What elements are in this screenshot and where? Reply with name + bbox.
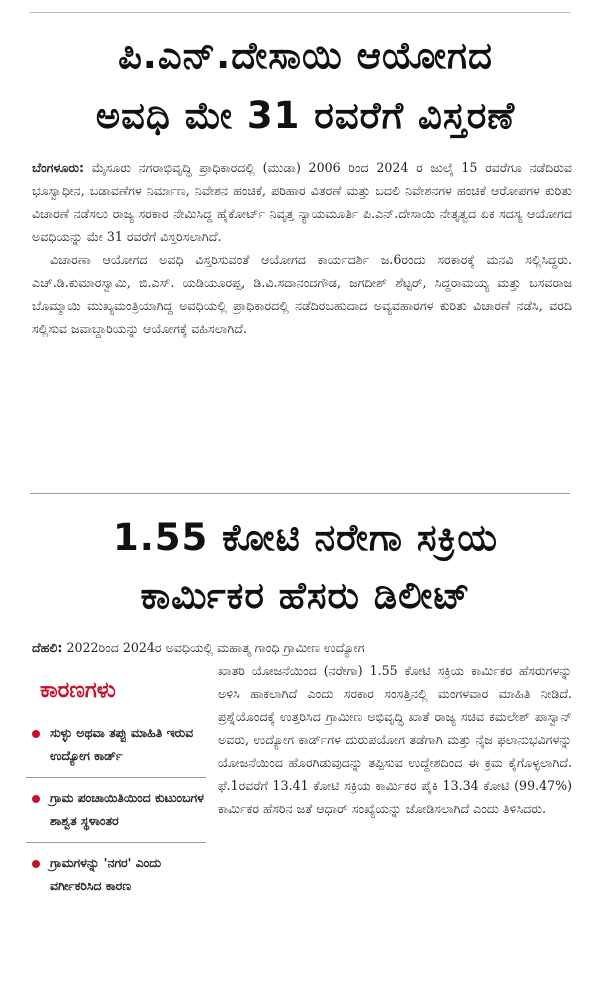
bullet-icon [32, 795, 40, 803]
sidebar-item-text: ಗ್ರಾಮಗಳನ್ನು 'ನಗರ' ಎಂದು ವರ್ಗೀಕರಿಸಿದ ಕಾರಣ [50, 855, 162, 893]
story-divider [30, 493, 570, 494]
story1-headline-line1: ಪಿ.ಎನ್.ದೇಸಾಯಿ ಆಯೋಗದ [118, 34, 493, 77]
sidebar-item [26, 713, 206, 778]
top-rule [30, 12, 570, 13]
story2-lead-text: 2022ರಿಂದ 2024ರ ಅವಧಿಯಲ್ಲಿ ಮಹಾತ್ಮ ಗಾಂಧಿ ಗ್ರಾಮೀಣ ಉದ್ಯೋಗ [62, 640, 365, 655]
story1-paragraph2: ವಿಚಾರಣಾ ಆಯೋಗದ ಅವಧಿ ವಿಸ್ತರಿಸುವಂತೆ ಆಯೋಗದ ಕಾರ್ಯದರ್ಶಿ ಜ.6ರಂದು ಸರಕಾರಕ್ಕೆ ಮನವಿ ಸಲ್ಲಿಸಿದ್ದರು. ಎಚ್.ಡಿ.ಕುಮಾರಸ್ವಾಮಿ, ಬಿ.ಎಸ್. ಯಡಿಯೂರಪ್ಪ, ಡಿ.ವಿ.ಸದಾನಂದಗೌಡ, ಜಗದೀಶ್ ಶೆಟ್ಟರ್, ಸಿದ್ದರಾಮಯ್ಯ ಮತ್ತು ಬಸವರಾಜ ಬೊಮ್ಮಾಯಿ ಮುಖ್ಯಮಂತ್ರಿಯಾಗಿದ್ದ ಅವಧಿಯಲ್ಲಿ ಪ್ರಾಧಿಕಾರದಲ್ಲಿ ನಡೆದಿರಬಹುದಾದ ಅವ್ಯವಹಾರಗಳ ಕುರಿತು ವಿಚಾರಣೆ ನಡೆಸಿ, ವರದಿ ಸಲ್ಲಿಸುವ ಜವಾಬ್ದಾರಿಯನ್ನು ಆಯೋಗಕ್ಕೆ ವಹಿಸಲಾಗಿದೆ. [32, 252, 572, 336]
story2-headline-line1: 1.55 ಕೋಟಿ ನರೇಗಾ ಸಕ್ರಿಯ [113, 516, 498, 559]
story1-headline-line2: ಅವಧಿ ಮೇ 31 ರವರೆಗೆ ವಿಸ್ತರಣೆ [95, 94, 516, 137]
story1-paragraph1-text: ಮೈಸೂರು ನಗರಾಭಿವೃದ್ಧಿ ಪ್ರಾಧಿಕಾರದಲ್ಲಿ (ಮುಡಾ) 2006 ರಿಂದ 2024 ರ ಜುಲೈ 15 ರವರೆಗೂ ನಡೆದಿರುವ ಭೂಸ್ವಾಧೀನ, ಬಡಾವಣೆಗಳ ನಿರ್ಮಾಣ, ನಿವೇಶನ ಹಂಚಿಕೆ, ಪರಿಹಾರ ವಿತರಣೆ ಮತ್ತು ಬದಲಿ ನಿವೇಶನಗಳ ಹಂಚಿಕೆ ಆರೋಪಗಳ ಕುರಿತು ವಿಚಾರಣೆ ನಡೆಸಲು ರಾಜ್ಯ ಸರಕಾರ ನೇಮಿಸಿದ್ದ ಹೈಕೋರ್ಟ್ ನಿವೃತ್ತ ನ್ಯಾಯಮೂರ್ತಿ ಪಿ.ಎನ್.ದೇಸಾಯಿ ನೇತೃತ್ವದ ಏಕ ಸದಸ್ಯ ಆಯೋಗದ ಅವಧಿಯನ್ನು ಮೇ 31 ರವರೆಗೆ ವಿಸ್ತರಿಸಲಾಗಿದೆ. [32, 160, 572, 244]
story2-lead [32, 636, 572, 659]
story1-dateline: ಬೆಂಗಳೂರು: [32, 160, 85, 175]
sidebar-title: ಕಾರಣಗಳು [40, 678, 116, 703]
story2-dateline: ದೆಹಲಿ: [32, 640, 63, 655]
story2-body [218, 659, 572, 820]
story1-paragraph1 [32, 156, 572, 248]
bullet-icon [32, 730, 40, 738]
reasons-sidebar [26, 678, 206, 907]
sidebar-item [26, 778, 206, 843]
sidebar-item [26, 843, 206, 907]
story1-body [32, 156, 572, 340]
sidebar-item-text: ಗ್ರಾಮ ಪಂಚಾಯಿತಿಯಿಂದ ಕುಟುಂಬಗಳ ಶಾಶ್ವತ ಸ್ಥಳಾಂತರ [50, 790, 204, 828]
sidebar-item-text: ಸುಳ್ಳು ಅಥವಾ ತಪ್ಪು ಮಾಹಿತಿ ಇರುವ ಉದ್ಯೋಗ ಕಾರ್ಡ್ [50, 725, 194, 763]
bullet-icon [32, 860, 40, 868]
story2-headline-line2: ಕಾರ್ಮಿಕರ ಹೆಸರು ಡಿಲೀಟ್ [140, 574, 471, 617]
story2-column-text: ಖಾತರಿ ಯೋಜನೆಯಿಂದ (ನರೇಗಾ) 1.55 ಕೋಟಿ ಸಕ್ರಿಯ ಕಾರ್ಮಿಕರ ಹೆಸರುಗಳನ್ನು ಅಳಿಸಿ ಹಾಕಲಾಗಿದೆ ಎಂದು ಸರಕಾರ ಸಂಸತ್ತಿನಲ್ಲಿ ಮಂಗಳವಾರ ಮಾಹಿತಿ ನೀಡಿದೆ. ಪ್ರಶ್ನೆಯೊಂದಕ್ಕೆ ಉತ್ತರಿಸಿದ ಗ್ರಾಮೀಣ ಅಭಿವೃದ್ಧಿ ಖಾತೆ ರಾಜ್ಯ ಸಚಿವ ಕಮಲೇಶ್ ಪಾಸ್ವಾನ್ ಅವರು, ಉದ್ಯೋಗ ಕಾರ್ಡ್‌ಗಳ ದುರುಪಯೋಗ ತಡೆಗಾಗಿ ಮತ್ತು ನೈಜ ಫಲಾನುಭವಿಗಳನ್ನು ಯೋಜನೆಯಿಂದ ಹೊರಗಿಡುವುದನ್ನು ತಪ್ಪಿಸುವ ಉದ್ದೇಶದಿಂದ ಈ ಕ್ರಮ ಕೈಗೊಳ್ಳಲಾಗಿದೆ. ಫೆ.1ರವರೆಗೆ 13.41 ಕೋಟಿ ಸಕ್ರಿಯ ಕಾರ್ಮಿಕರ ಪೈಕಿ 13.34 ಕೋಟಿ (99.47%) ಕಾರ್ಮಿಕರ ಹೆಸರಿನ ಜತೆ ಆಧಾರ್ ಸಂಖ್ಯೆಯನ್ನು ಜೋಡಿಸಲಾಗಿದೆ ಎಂದು ತಿಳಿಸಿದರು. [218, 663, 572, 816]
